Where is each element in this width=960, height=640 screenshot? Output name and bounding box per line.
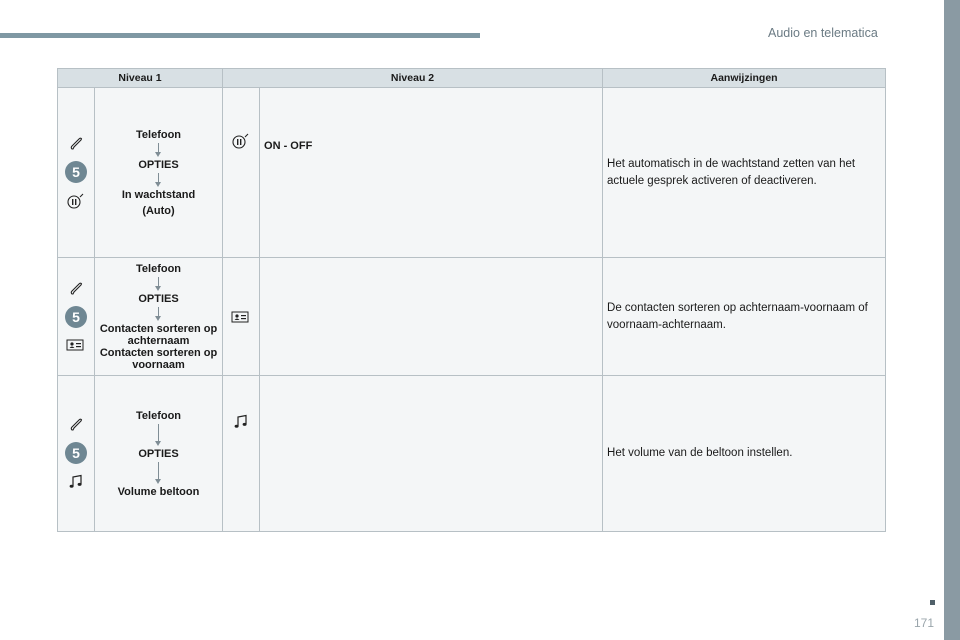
menu-step: Contacten sorteren op voornaam [99, 346, 218, 371]
menu-step: OPTIES [138, 292, 179, 305]
arrow-down-icon [158, 173, 159, 183]
step-badge: 5 [65, 161, 87, 183]
description-cell: De contacten sorteren op achternaam-voornaam of voornaam-achternaam. [603, 258, 886, 376]
music-note-icon [233, 414, 249, 430]
column-header: Niveau 1 [58, 69, 223, 88]
menu-step: Telefoon [136, 262, 182, 275]
menu-step: Volume beltoon [117, 485, 200, 498]
side-tab-bar [944, 0, 960, 640]
menu-step: Telefoon [136, 409, 182, 422]
menu-path-cell [95, 88, 223, 258]
page-marker [930, 600, 935, 605]
contact-card-icon [231, 310, 251, 324]
menu-step: Contacten sorteren op achternaam [99, 322, 218, 347]
menu-step: OPTIES [138, 158, 179, 171]
step-badge: 5 [65, 442, 87, 464]
arrow-down-icon [158, 462, 159, 480]
menu-path-cell [95, 258, 223, 376]
header-rule [0, 33, 480, 38]
music-note-icon [68, 474, 84, 490]
column-header: Aanwijzingen [603, 69, 886, 88]
level1-icons-cell [58, 88, 95, 258]
level2-text-cell [260, 258, 603, 376]
step-badge: 5 [65, 306, 87, 328]
level1-icons-cell [58, 376, 95, 532]
level1-icons-cell [58, 258, 95, 376]
menu-step: Telefoon [136, 128, 182, 141]
level2-icon-cell [223, 88, 260, 258]
arrow-down-icon [158, 307, 159, 317]
column-header: Niveau 2 [223, 69, 603, 88]
arrow-down-icon [158, 143, 159, 153]
description-cell: Het volume van de beltoon instellen. [603, 376, 886, 532]
menu-step: (Auto) [142, 204, 175, 217]
section-title: Audio en telematica [768, 26, 878, 40]
phone-icon [69, 137, 83, 151]
pause-phone-icon [65, 193, 87, 209]
level2-icon-cell [223, 258, 260, 376]
menu-step: In wachtstand [121, 188, 196, 201]
phone-icon [69, 282, 83, 296]
table-row [58, 88, 886, 258]
menu-path-cell [95, 376, 223, 532]
level2-text-cell [260, 376, 603, 532]
menu-step: OPTIES [138, 447, 179, 460]
table-row [58, 258, 886, 376]
table-header-row [58, 69, 886, 88]
description-cell: Het automatisch in de wachtstand zetten van het actuele gesprek activeren of deactiveren. [603, 88, 886, 258]
page-number: 171 [913, 616, 934, 630]
arrow-down-icon [158, 424, 159, 442]
phone-icon [69, 418, 83, 432]
contact-card-icon [66, 338, 86, 352]
level2-text-cell: ON - OFF [260, 88, 603, 258]
pause-phone-icon [230, 133, 252, 149]
arrow-down-icon [158, 277, 159, 287]
settings-table [57, 68, 886, 532]
level2-icon-cell [223, 376, 260, 532]
table-row [58, 376, 886, 532]
